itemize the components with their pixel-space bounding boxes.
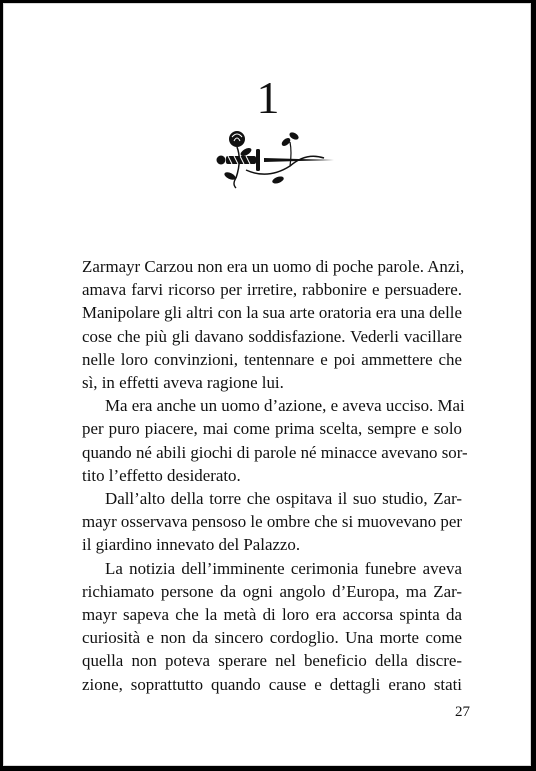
text-line: nelle loro convinzioni, tentennare e poi ammettere che (82, 349, 462, 369)
text-line: mayr osservava pensoso le ombre che si muovevano per (82, 512, 462, 532)
text-line: mayr sapeva che la metà di loro era accorsa spinta da (82, 605, 462, 625)
text-line: il giardino innevato del Palazzo. (82, 535, 301, 555)
text-line: curiosità e non da sincero cordoglio. Una morte come (82, 628, 462, 648)
text-line: per puro piacere, mai come prima scelta, sempre e solo (82, 419, 462, 439)
text-line: quella non poteva sperare nel beneficio della discre- (82, 651, 462, 671)
chapter-number: 1 (256, 72, 280, 123)
text-line: richiamato persone da ogni angolo d’Europa, ma Zar- (82, 581, 462, 601)
text-line: Zarmayr Carzou non era un uomo di poche parole. Anzi, (82, 257, 465, 276)
dagger-and-rose-ornament (206, 122, 346, 192)
text-line: amava farvi ricorso per irretire, rabbonire e persuadere. (82, 280, 462, 300)
text-line: Manipolare gli altri con la sua arte oratoria era una delle (82, 303, 462, 323)
text-line: zione, soprattutto quando cause e dettagli erano stati (82, 674, 462, 694)
page-number: 27 (455, 704, 470, 720)
text-line: sì, in effetti aveva ragione lui. (82, 373, 284, 393)
text-line: tito l’effetto desiderato. (82, 465, 241, 485)
chapter-body-text (82, 255, 468, 696)
text-line: cose che più gli davano soddisfazione. Vederli vacillare (82, 326, 462, 346)
text-line: quando né abili giochi di parole né minacce avevano sor- (82, 442, 468, 462)
text-line: Dall’alto della torre che ospitava il suo studio, Zar- (105, 489, 462, 509)
text-line: Ma era anche un uomo d’azione, e aveva ucciso. Mai (105, 396, 465, 416)
text-line: La notizia dell’imminente cerimonia funebre aveva (105, 558, 462, 578)
